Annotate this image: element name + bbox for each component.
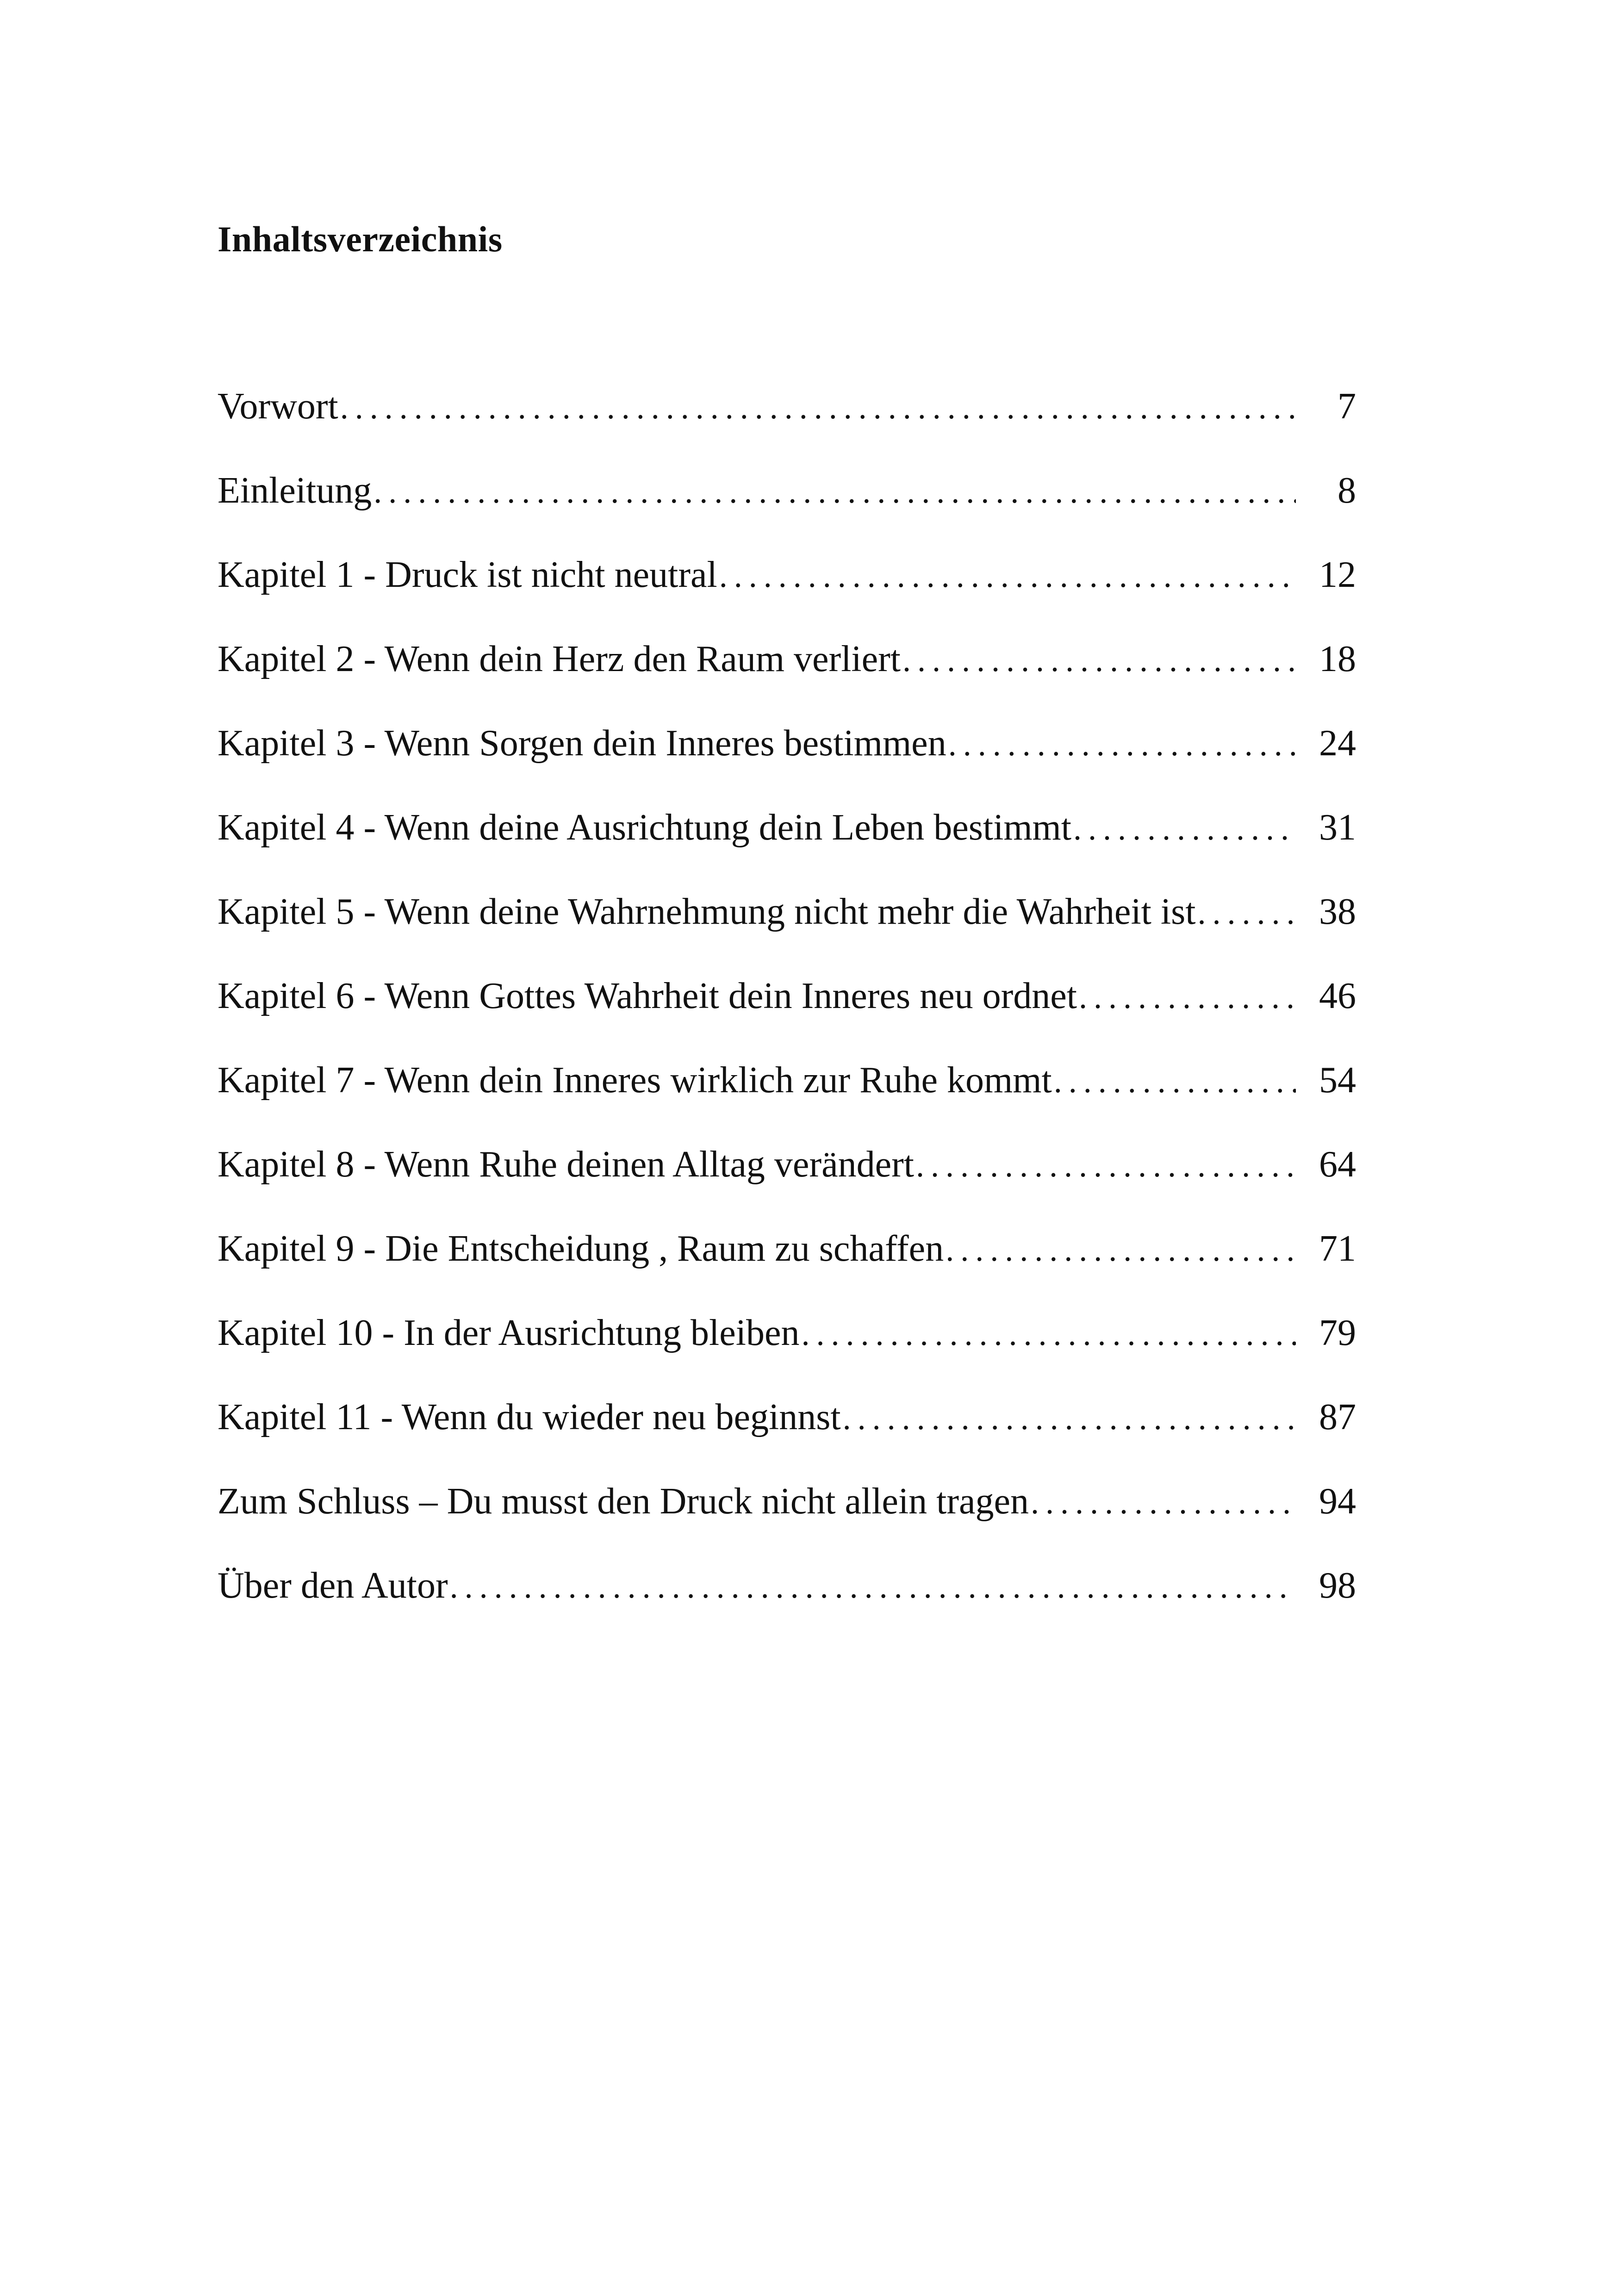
toc-entry-kapitel-2 bbox=[218, 641, 1356, 725]
dot-leader bbox=[1079, 980, 1296, 1014]
toc-page-number: 18 bbox=[1319, 639, 1356, 679]
toc-entry-label: Kapitel 10 - In der Ausrichtung bleiben bbox=[218, 1313, 800, 1353]
dot-leader bbox=[1197, 896, 1296, 929]
toc-page-number: 7 bbox=[1338, 386, 1356, 427]
toc-page-number: 46 bbox=[1319, 976, 1356, 1016]
toc-page-number: 31 bbox=[1319, 807, 1356, 848]
toc-page-number: 79 bbox=[1319, 1313, 1356, 1353]
toc-entry-label: Kapitel 6 - Wenn Gottes Wahrheit dein Inneres neu ordnet bbox=[218, 976, 1077, 1016]
dot-leader bbox=[1054, 1064, 1296, 1098]
toc-entry-kapitel-6 bbox=[218, 977, 1356, 1062]
toc-entry-zum-schluss bbox=[218, 1483, 1356, 1567]
toc-entry-kapitel-4 bbox=[218, 809, 1356, 893]
toc-entry-label: Kapitel 9 - Die Entscheidung , Raum zu schaffen bbox=[218, 1228, 944, 1269]
toc-page-number: 94 bbox=[1319, 1481, 1356, 1522]
toc-page-number: 38 bbox=[1319, 891, 1356, 932]
dot-leader bbox=[946, 1233, 1296, 1266]
toc-entry-label: Zum Schluss – Du musst den Druck nicht allein tragen bbox=[218, 1481, 1029, 1522]
toc-entry-kapitel-10 bbox=[218, 1314, 1356, 1399]
dot-leader bbox=[373, 475, 1296, 508]
toc-entry-label: Kapitel 7 - Wenn dein Inneres wirklich zur Ruhe kommt bbox=[218, 1060, 1052, 1101]
dot-leader bbox=[719, 559, 1296, 592]
toc-entry-einleitung bbox=[218, 472, 1356, 556]
toc-page-number: 71 bbox=[1319, 1228, 1356, 1269]
table-of-contents bbox=[218, 388, 1356, 1651]
toc-entry-label: Kapitel 11 - Wenn du wieder neu beginnst bbox=[218, 1397, 841, 1437]
toc-entry-label: Kapitel 8 - Wenn Ruhe deinen Alltag verändert bbox=[218, 1144, 914, 1185]
toc-entry-ueber-den-autor bbox=[218, 1567, 1356, 1651]
toc-entry-kapitel-3 bbox=[218, 725, 1356, 809]
dot-leader bbox=[902, 643, 1296, 677]
toc-page-number: 12 bbox=[1319, 554, 1356, 595]
toc-entry-kapitel-1 bbox=[218, 556, 1356, 641]
dot-leader bbox=[1073, 812, 1296, 845]
dot-leader bbox=[801, 1317, 1296, 1350]
toc-entry-kapitel-11 bbox=[218, 1399, 1356, 1483]
page-title: Inhaltsverzeichnis bbox=[218, 219, 503, 259]
dot-leader bbox=[340, 391, 1296, 424]
toc-page-number: 98 bbox=[1319, 1565, 1356, 1606]
toc-entry-kapitel-8 bbox=[218, 1146, 1356, 1230]
dot-leader bbox=[843, 1401, 1296, 1435]
toc-page-number: 64 bbox=[1319, 1144, 1356, 1185]
toc-entry-label: Über den Autor bbox=[218, 1565, 448, 1606]
toc-page-number: 54 bbox=[1319, 1060, 1356, 1101]
toc-entry-label: Kapitel 4 - Wenn deine Ausrichtung dein Leben bestimmt bbox=[218, 807, 1071, 848]
dot-leader bbox=[450, 1570, 1296, 1603]
toc-entry-label: Kapitel 5 - Wenn deine Wahrnehmung nicht mehr die Wahrheit ist bbox=[218, 891, 1196, 932]
toc-page-number: 24 bbox=[1319, 723, 1356, 764]
dot-leader bbox=[1031, 1486, 1296, 1519]
toc-page-number: 87 bbox=[1319, 1397, 1356, 1437]
toc-entry-label: Kapitel 3 - Wenn Sorgen dein Inneres bestimmen bbox=[218, 723, 946, 764]
toc-entry-label: Kapitel 2 - Wenn dein Herz den Raum verliert bbox=[218, 639, 901, 679]
dot-leader bbox=[916, 1149, 1296, 1182]
toc-entry-kapitel-5 bbox=[218, 893, 1356, 977]
toc-entry-label: Einleitung bbox=[218, 470, 372, 511]
toc-entry-vorwort bbox=[218, 388, 1356, 472]
toc-entry-kapitel-7 bbox=[218, 1062, 1356, 1146]
toc-page-number: 8 bbox=[1338, 470, 1356, 511]
toc-entry-label: Kapitel 1 - Druck ist nicht neutral bbox=[218, 554, 717, 595]
toc-entry-kapitel-9 bbox=[218, 1230, 1356, 1314]
toc-entry-label: Vorwort bbox=[218, 386, 338, 427]
dot-leader bbox=[948, 728, 1296, 761]
